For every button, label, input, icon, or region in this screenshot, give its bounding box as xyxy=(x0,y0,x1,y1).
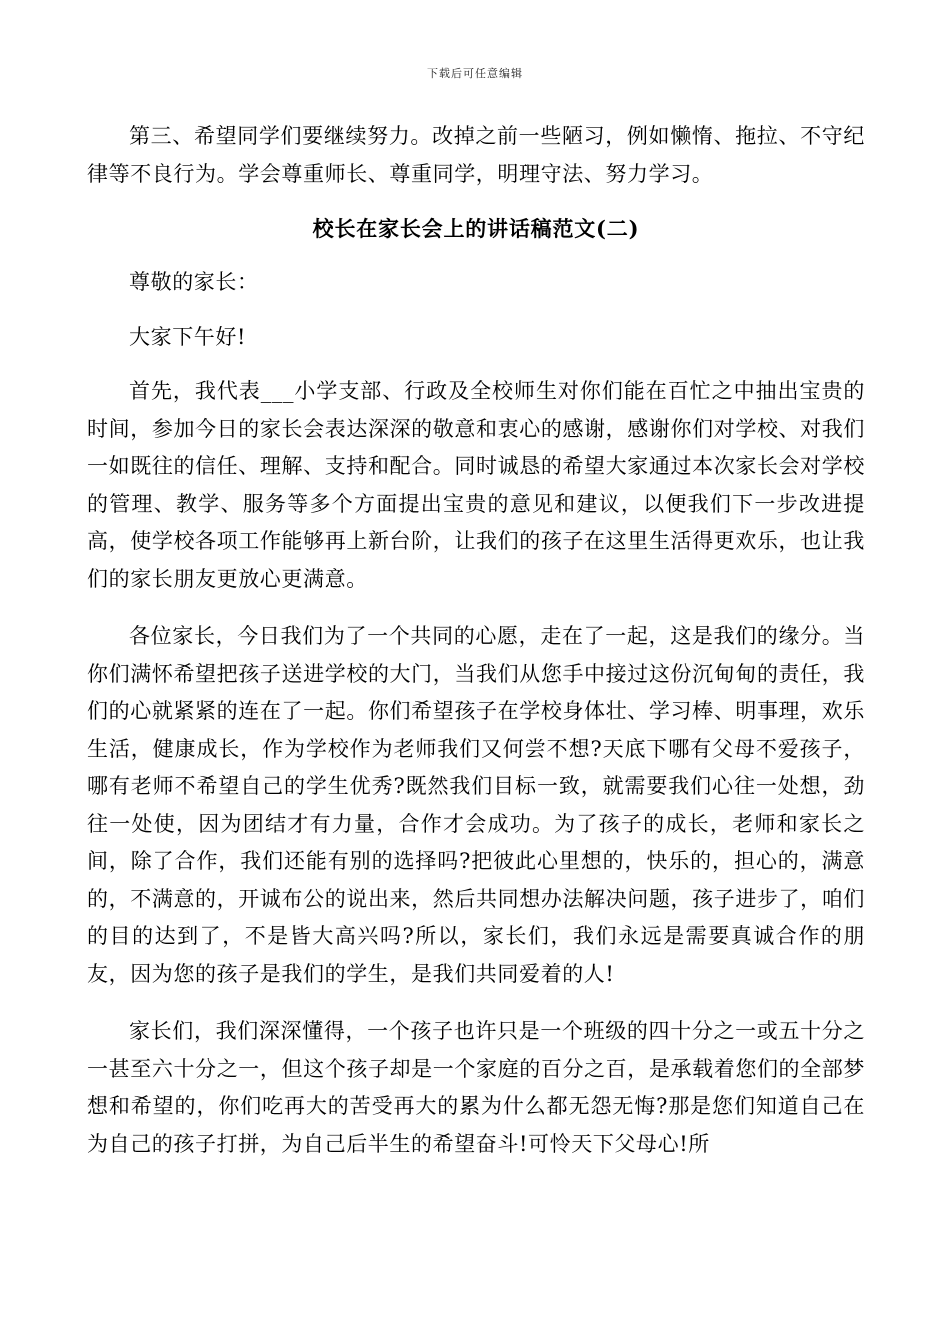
section-title: 校长在家长会上的讲话稿范文(二) xyxy=(312,216,640,241)
paragraph-opening: 首先，我代表___小学支部、行政及全校师生对你们能在百忙之中抽出宝贵的时间，参加今日的家长会表达深深的敬意和衷心的感谢，感谢你们对学校、对我们一如既往的信任、理解、支持和配合。同时诚恳的希望大家通过本次家长会对学校的管理、教学、服务等多个方面提出宝贵的意见和建议，以便我们下一步改进提高，使学校各项工作能够再上新台阶，让我们的孩子在这里生活得更欢乐，也让我们的家长朋友更放心更满意。 xyxy=(87,379,865,591)
paragraph-parents: 家长们，我们深深懂得，一个孩子也许只是一个班级的四十分之一或五十分之一甚至六十分之一，但这个孩子却是一个家庭的百分之百，是承载着您们的全部梦想和希望的，你们吃再大的苦受再大的累为什么都无怨无悔?那是您们知道自己在为自己的孩子打拼，为自己后半生的希望奋斗!可怜天下父母心!所 xyxy=(87,1019,865,1156)
header-note: 下载后可任意编辑 xyxy=(427,67,523,80)
paragraph-shared-wish: 各位家长，今日我们为了一个共同的心愿，走在了一起，这是我们的缘分。当你们满怀希望把孩子送进学校的大门，当我们从您手中接过这份沉甸甸的责任，我们的心就紧紧的连在了一起。你们希望孩子在学校身体壮、学习棒、明事理，欢乐生活，健康成长，作为学校作为老师我们又何尝不想?天底下哪有父母不爱孩子，哪有老师不希望自己的学生优秀?既然我们目标一致，就需要我们心往一处想，劲往一处使，因为团结才有力量，合作才会成功。为了孩子的成长，老师和家长之间，除了合作，我们还能有别的选择吗?把彼此心里想的，快乐的，担心的，满意的，不满意的，开诚布公的说出来，然后共同想办法解决问题，孩子进步了，咱们的目的达到了，不是皆大高兴吗?所以，家长们，我们永远是需要真诚合作的朋友，因为您的孩子是我们的学生，是我们共同爱着的人! xyxy=(87,624,865,986)
paragraph-third-point: 第三、希望同学们要继续努力。改掉之前一些陋习，例如懒惰、拖拉、不守纪律等不良行为。学会尊重师长、尊重同学，明理守法、努力学习。 xyxy=(87,124,865,186)
salutation: 尊敬的家长： xyxy=(129,270,259,294)
document-body xyxy=(87,118,865,1163)
greeting: 大家下午好! xyxy=(129,324,247,349)
